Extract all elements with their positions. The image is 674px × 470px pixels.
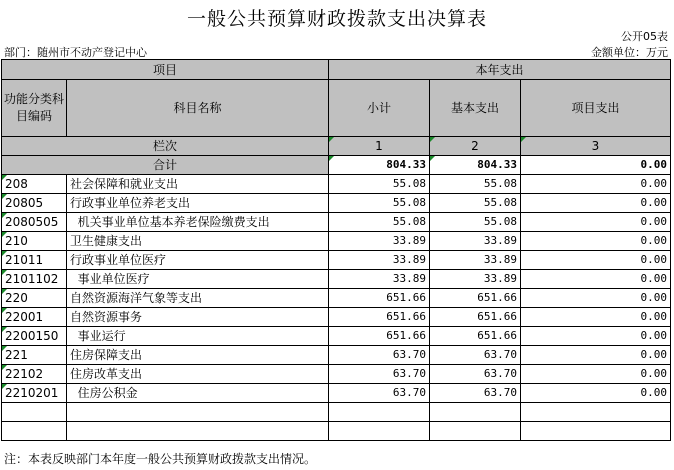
row-project: 0.00	[521, 251, 671, 270]
row-name: 卫生健康支出	[67, 232, 329, 251]
row-code: 2080505	[2, 213, 67, 232]
row-subtotal: 651.66	[329, 289, 430, 308]
row-subtotal: 33.89	[329, 232, 430, 251]
empty-cell	[67, 422, 329, 441]
row-name: 事业运行	[67, 327, 329, 346]
row-name: 行政事业单位养老支出	[67, 194, 329, 213]
row-name: 机关事业单位基本养老保险缴费支出	[67, 213, 329, 232]
table-row	[2, 346, 671, 365]
row-project: 0.00	[521, 327, 671, 346]
empty-cell	[430, 403, 521, 422]
header-column-no: 栏次	[2, 137, 329, 156]
row-basic: 55.08	[430, 213, 521, 232]
empty-cell	[2, 403, 67, 422]
row-code: 21011	[2, 251, 67, 270]
row-subtotal: 55.08	[329, 194, 430, 213]
row-subtotal: 63.70	[329, 365, 430, 384]
empty-cell	[329, 403, 430, 422]
row-basic: 63.70	[430, 365, 521, 384]
footnote: 注：本表反映部门本年度一般公共预算财政拨款支出情况。	[4, 452, 317, 466]
row-project: 0.00	[521, 213, 671, 232]
empty-row	[2, 403, 671, 422]
row-basic: 33.89	[430, 251, 521, 270]
total-basic: 804.33	[430, 156, 521, 175]
row-project: 0.00	[521, 194, 671, 213]
row-subtotal: 55.08	[329, 175, 430, 194]
row-basic: 651.66	[430, 327, 521, 346]
row-subtotal: 63.70	[329, 346, 430, 365]
table-code: 公开05表	[621, 30, 668, 43]
empty-cell	[521, 422, 671, 441]
row-name: 住房改革支出	[67, 365, 329, 384]
table-row	[2, 327, 671, 346]
header-subject-name: 科目名称	[67, 80, 329, 137]
table-row	[2, 194, 671, 213]
empty-cell	[2, 422, 67, 441]
column-number-3: 3	[521, 137, 671, 156]
header-basic: 基本支出	[430, 80, 521, 137]
row-code: 20805	[2, 194, 67, 213]
row-project: 0.00	[521, 346, 671, 365]
row-code: 2101102	[2, 270, 67, 289]
row-subtotal: 651.66	[329, 308, 430, 327]
unit-label: 金额单位：万元	[591, 46, 668, 59]
row-basic: 63.70	[430, 384, 521, 403]
row-subtotal: 33.89	[329, 270, 430, 289]
row-basic: 651.66	[430, 308, 521, 327]
row-code: 22102	[2, 365, 67, 384]
header-project: 项目支出	[521, 80, 671, 137]
header-item: 项目	[2, 60, 329, 80]
row-code: 210	[2, 232, 67, 251]
row-basic: 55.08	[430, 175, 521, 194]
row-basic: 33.89	[430, 232, 521, 251]
row-name: 住房公积金	[67, 384, 329, 403]
row-name: 事业单位医疗	[67, 270, 329, 289]
row-project: 0.00	[521, 270, 671, 289]
column-number-1: 1	[329, 137, 430, 156]
table-row	[2, 289, 671, 308]
row-name: 自然资源海洋气象等支出	[67, 289, 329, 308]
row-name: 行政事业单位医疗	[67, 251, 329, 270]
row-subtotal: 33.89	[329, 251, 430, 270]
table-row	[2, 365, 671, 384]
row-project: 0.00	[521, 365, 671, 384]
row-basic: 33.89	[430, 270, 521, 289]
row-name: 自然资源事务	[67, 308, 329, 327]
department-label: 部门：随州市不动产登记中心	[4, 46, 147, 59]
empty-row	[2, 422, 671, 441]
row-subtotal: 651.66	[329, 327, 430, 346]
column-number-2: 2	[430, 137, 521, 156]
table-row	[2, 384, 671, 403]
table-row	[2, 175, 671, 194]
report-title: 一般公共预算财政拨款支出决算表	[186, 8, 487, 30]
table-row	[2, 232, 671, 251]
total-project: 0.00	[521, 156, 671, 175]
header-current-year: 本年支出	[329, 60, 671, 80]
row-code: 208	[2, 175, 67, 194]
empty-cell	[329, 422, 430, 441]
row-project: 0.00	[521, 289, 671, 308]
total-subtotal: 804.33	[329, 156, 430, 175]
row-subtotal: 63.70	[329, 384, 430, 403]
row-code: 221	[2, 346, 67, 365]
header-subtotal: 小计	[329, 80, 430, 137]
row-subtotal: 55.08	[329, 213, 430, 232]
table-row	[2, 213, 671, 232]
total-label: 合计	[2, 156, 329, 175]
row-name: 社会保障和就业支出	[67, 175, 329, 194]
row-project: 0.00	[521, 308, 671, 327]
row-code: 2210201	[2, 384, 67, 403]
row-code: 2200150	[2, 327, 67, 346]
empty-cell	[430, 422, 521, 441]
row-code: 22001	[2, 308, 67, 327]
row-code: 220	[2, 289, 67, 308]
row-name: 住房保障支出	[67, 346, 329, 365]
table-row	[2, 308, 671, 327]
row-project: 0.00	[521, 384, 671, 403]
header-func-code: 功能分类科目编码	[2, 80, 67, 137]
row-basic: 651.66	[430, 289, 521, 308]
row-basic: 55.08	[430, 194, 521, 213]
empty-cell	[67, 403, 329, 422]
row-project: 0.00	[521, 175, 671, 194]
row-project: 0.00	[521, 232, 671, 251]
table-row	[2, 251, 671, 270]
empty-cell	[521, 403, 671, 422]
table-row	[2, 270, 671, 289]
row-basic: 63.70	[430, 346, 521, 365]
expenditure-table	[1, 59, 671, 441]
